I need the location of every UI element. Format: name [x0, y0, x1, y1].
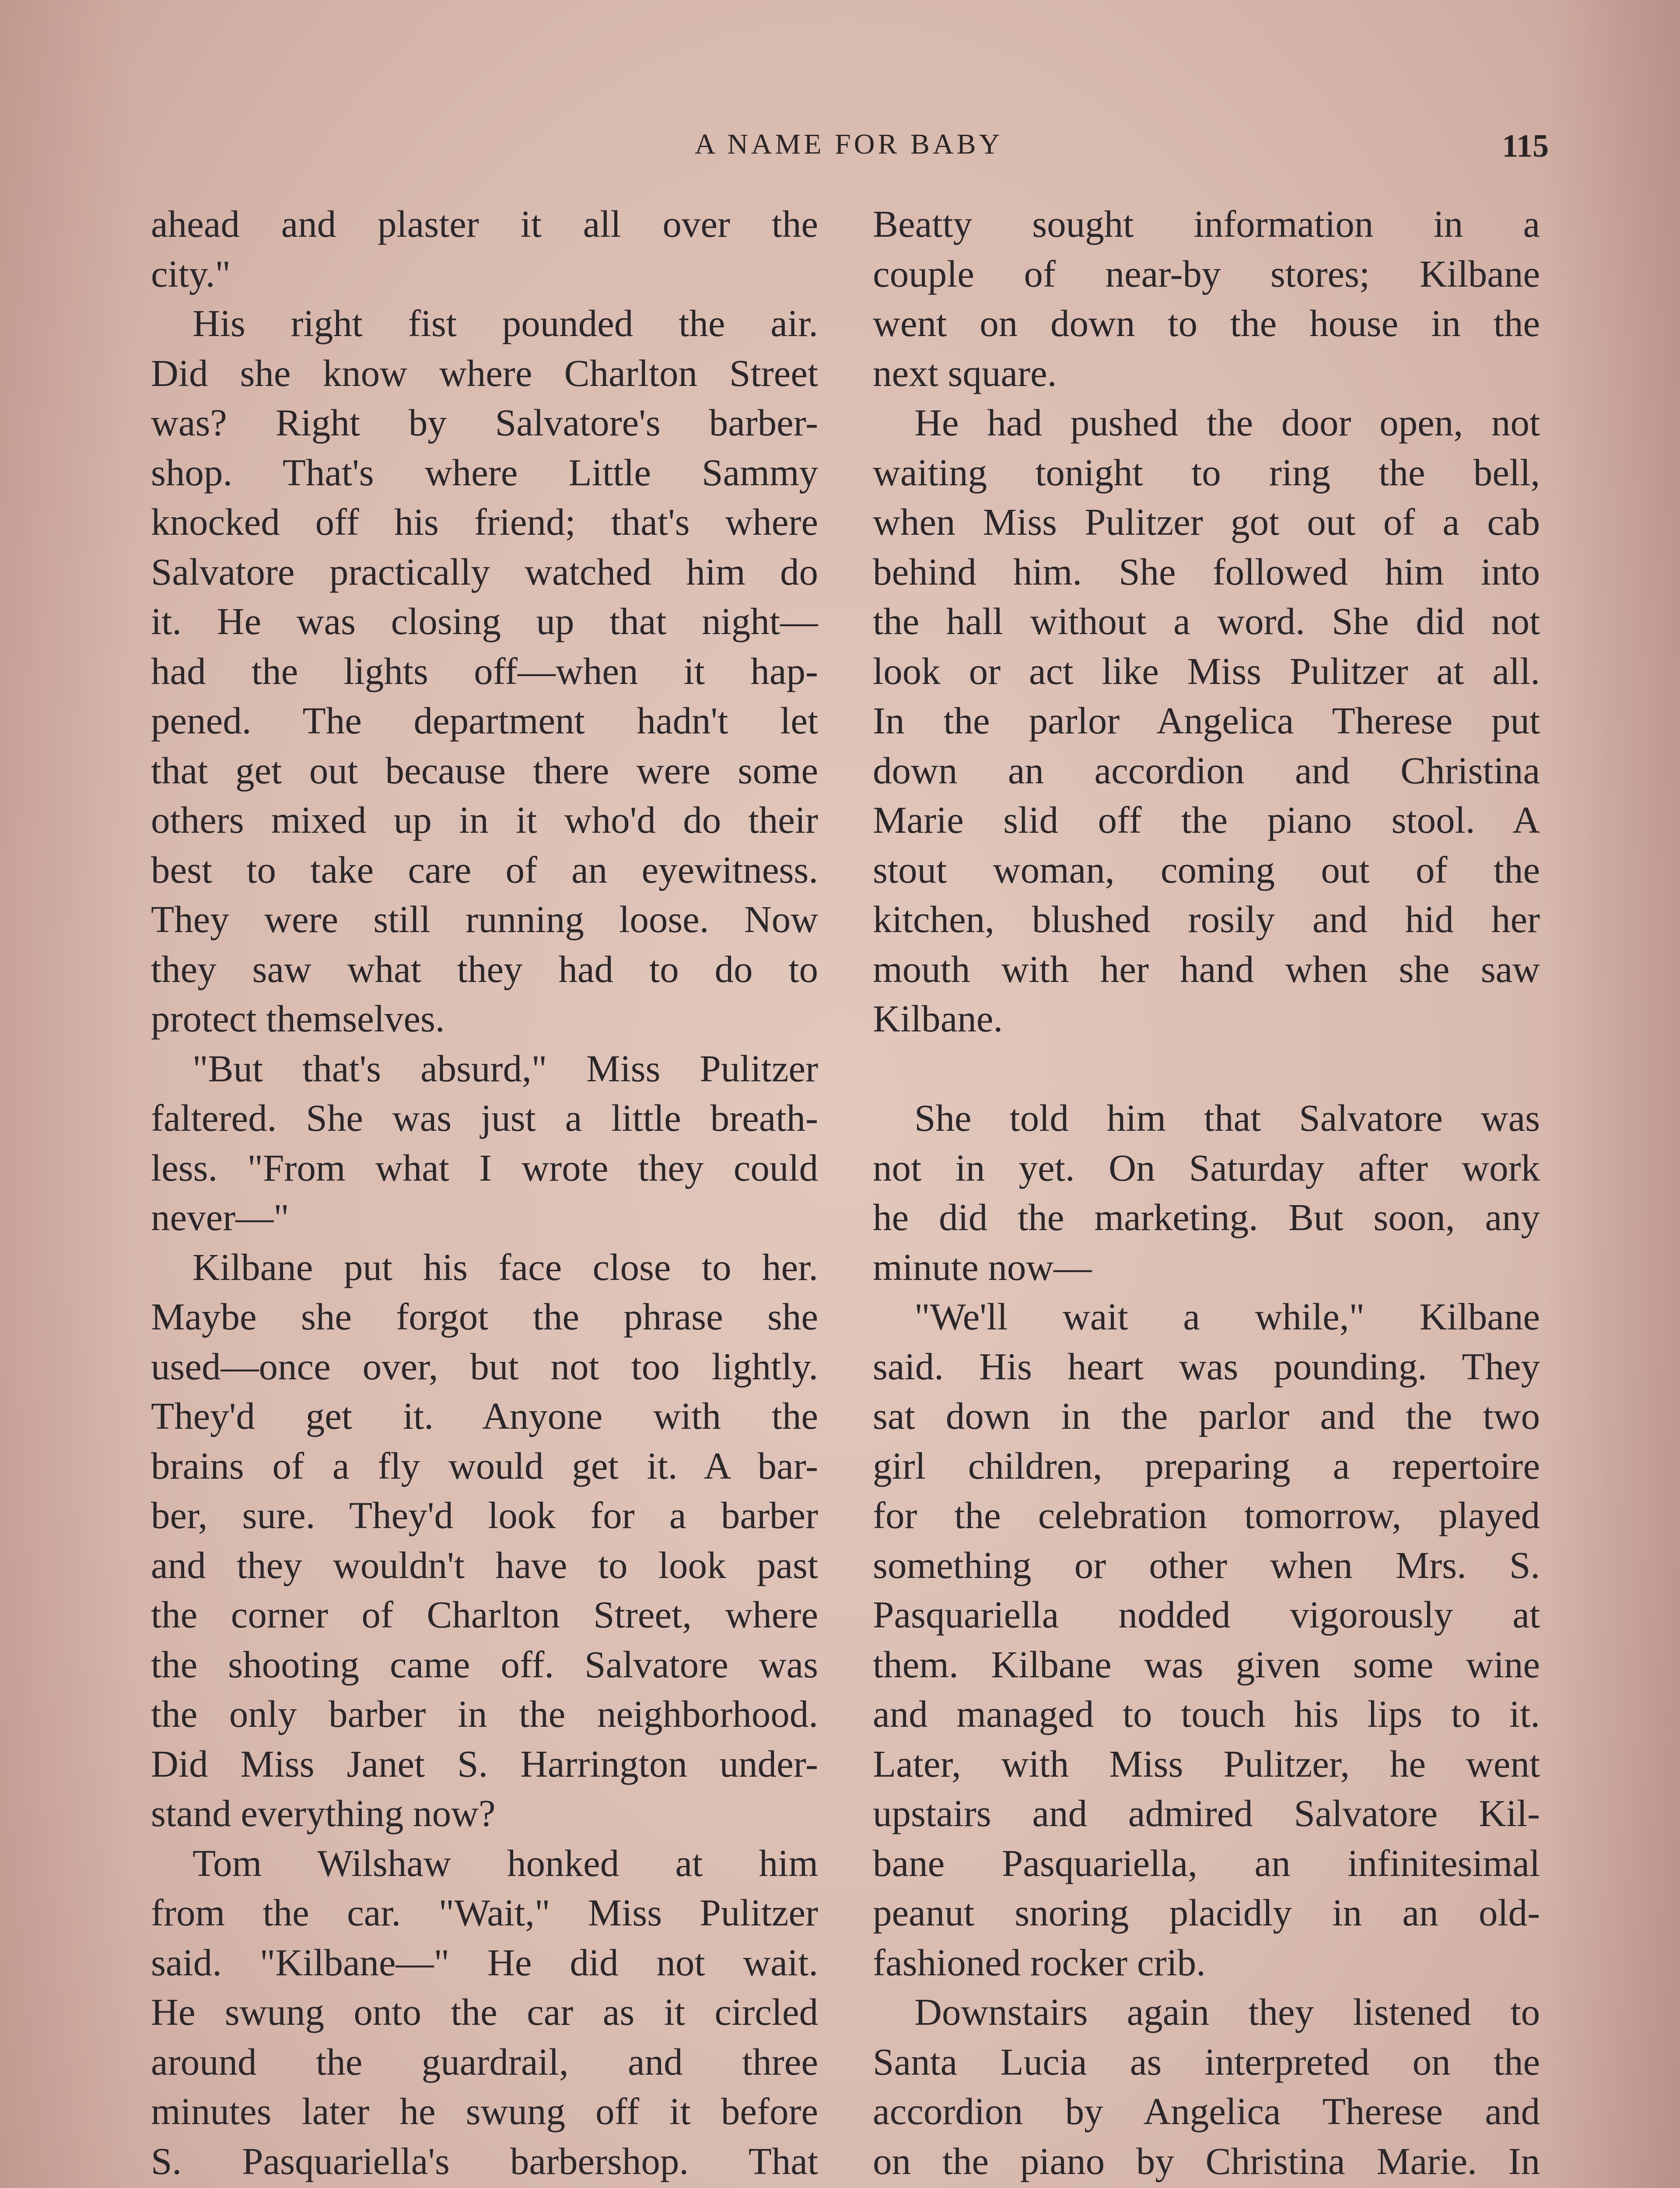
- text-line: from the car. "Wait," Miss Pulitzer: [151, 1891, 818, 1934]
- text-line: Tom Wilshaw honked at him: [192, 1841, 818, 1884]
- text-line: S. Pasquariella's barbershop. That: [151, 2139, 818, 2182]
- text-line: went on down to the house in the: [873, 302, 1540, 344]
- text-line: never—": [151, 1196, 289, 1238]
- text-line: fashioned rocker crib.: [873, 1941, 1206, 1984]
- text-line: they saw what they had to do to: [151, 947, 818, 990]
- text-line: he did the marketing. But soon, any: [873, 1196, 1540, 1238]
- text-line: He swung onto the car as it circled: [151, 1991, 818, 2033]
- text-line: something or other when Mrs. S.: [873, 1543, 1540, 1586]
- right-text-column: [873, 199, 1540, 2188]
- text-line: knocked off his friend; that's where: [151, 501, 818, 543]
- text-line: [151, 2186, 818, 2188]
- text-line: them. Kilbane was given some wine: [873, 1643, 1540, 1686]
- text-line: said. "Kilbane—" He did not wait.: [151, 1941, 818, 1984]
- text-line: said. His heart was pounding. They: [873, 1345, 1540, 1388]
- text-line: shop. That's where Little Sammy: [151, 451, 818, 494]
- text-line: Kilbane.: [873, 997, 1003, 1040]
- text-line: not in yet. On Saturday after work: [873, 1146, 1540, 1189]
- left-text-column: [151, 199, 818, 2188]
- text-line: couple of near-by stores; Kilbane: [873, 252, 1540, 295]
- text-line: brains of a fly would get it. A bar-: [151, 1444, 818, 1487]
- text-line: faltered. She was just a little breath-: [151, 1097, 818, 1139]
- text-line: His right fist pounded the air.: [192, 302, 818, 344]
- text-line: city.": [151, 252, 231, 295]
- text-line: Did she know where Charlton Street: [151, 351, 818, 394]
- text-line: down an accordion and Christina: [873, 749, 1540, 792]
- text-line: around the guardrail, and three: [151, 2040, 818, 2083]
- text-line: upstairs and admired Salvatore Kil-: [873, 1792, 1540, 1834]
- text-line: accordion by Angelica Therese and: [873, 2090, 1540, 2132]
- text-line: when Miss Pulitzer got out of a cab: [873, 501, 1540, 543]
- text-line: Kilbane put his face close to her.: [192, 1245, 818, 1288]
- page-number: 115: [1502, 128, 1549, 164]
- text-line: protect themselves.: [151, 997, 445, 1040]
- text-line: look or act like Miss Pulitzer at all.: [873, 649, 1540, 692]
- text-line: Downstairs again they listened to: [914, 1991, 1540, 2033]
- text-line: "But that's absurd," Miss Pulitzer: [192, 1047, 818, 1090]
- text-line: next square.: [873, 351, 1057, 394]
- text-line: waiting tonight to ring the bell,: [873, 451, 1540, 494]
- text-line: Marie slid off the piano stool. A: [873, 799, 1540, 841]
- text-line: ber, sure. They'd look for a barber: [151, 1494, 818, 1536]
- text-line: best to take care of an eyewitness.: [151, 848, 818, 891]
- text-line: and they wouldn't have to look past: [151, 1543, 818, 1586]
- text-line: They were still running loose. Now: [151, 898, 818, 940]
- text-line: the hall without a word. She did not: [873, 600, 1540, 642]
- text-line: for the celebration tomorrow, played: [873, 1494, 1540, 1536]
- text-line: He had pushed the door open, not: [914, 401, 1540, 444]
- text-line: was? Right by Salvatore's barber-: [151, 401, 818, 444]
- text-line: stand everything now?: [151, 1792, 496, 1834]
- text-line: that get out because there were some: [151, 749, 818, 792]
- text-line: and managed to touch his lips to it.: [873, 1693, 1540, 1735]
- text-line: Pasquariella nodded vigorously at: [873, 1593, 1540, 1636]
- text-line: bane Pasquariella, an infinitesimal: [873, 1841, 1540, 1884]
- text-line: the only barber in the neighborhood.: [151, 1693, 818, 1735]
- text-line: sat down in the parlor and the two: [873, 1395, 1540, 1437]
- text-line: behind him. She followed him into: [873, 550, 1540, 593]
- text-line: Salvatore practically watched him do: [151, 550, 818, 593]
- running-title: A NAME FOR BABY: [694, 128, 1003, 160]
- text-line: minutes later he swung off it before: [151, 2090, 818, 2132]
- text-line: Beatty sought information in a: [873, 203, 1540, 245]
- text-line: kitchen, blushed rosily and hid her: [873, 898, 1540, 940]
- page-header: [149, 128, 1549, 180]
- text-line: peanut snoring placidly in an old-: [873, 1891, 1540, 1934]
- text-line: mouth with her hand when she saw: [873, 947, 1540, 990]
- text-line: girl children, preparing a repertoire: [873, 1444, 1540, 1487]
- text-line: She told him that Salvatore was: [914, 1097, 1540, 1139]
- text-line: minute now—: [873, 1245, 1092, 1288]
- text-line: on the piano by Christina Marie. In: [873, 2139, 1540, 2182]
- text-line: others mixed up in it who'd do their: [151, 799, 818, 841]
- text-line: less. "From what I wrote they could: [151, 1146, 818, 1189]
- text-line: Later, with Miss Pulitzer, he went: [873, 1742, 1540, 1785]
- text-line: ahead and plaster it all over the: [151, 203, 818, 245]
- text-line: used—once over, but not too lightly.: [151, 1345, 818, 1388]
- text-line: In the parlor Angelica Therese put: [873, 699, 1540, 742]
- text-line: it. He was closing up that night—: [151, 600, 818, 642]
- text-line: [873, 2186, 1540, 2188]
- paragraph-gap: [873, 1044, 1540, 1094]
- text-line: had the lights off—when it hap-: [151, 649, 818, 692]
- text-line: Santa Lucia as interpreted on the: [873, 2040, 1540, 2083]
- text-line: the corner of Charlton Street, where: [151, 1593, 818, 1636]
- text-line: pened. The department hadn't let: [151, 699, 818, 742]
- text-line: "We'll wait a while," Kilbane: [914, 1295, 1540, 1338]
- text-line: the shooting came off. Salvatore was: [151, 1643, 818, 1686]
- text-line: They'd get it. Anyone with the: [151, 1395, 818, 1437]
- text-line: Did Miss Janet S. Harrington under-: [151, 1742, 818, 1785]
- text-line: Maybe she forgot the phrase she: [151, 1295, 818, 1338]
- text-line: stout woman, coming out of the: [873, 848, 1540, 891]
